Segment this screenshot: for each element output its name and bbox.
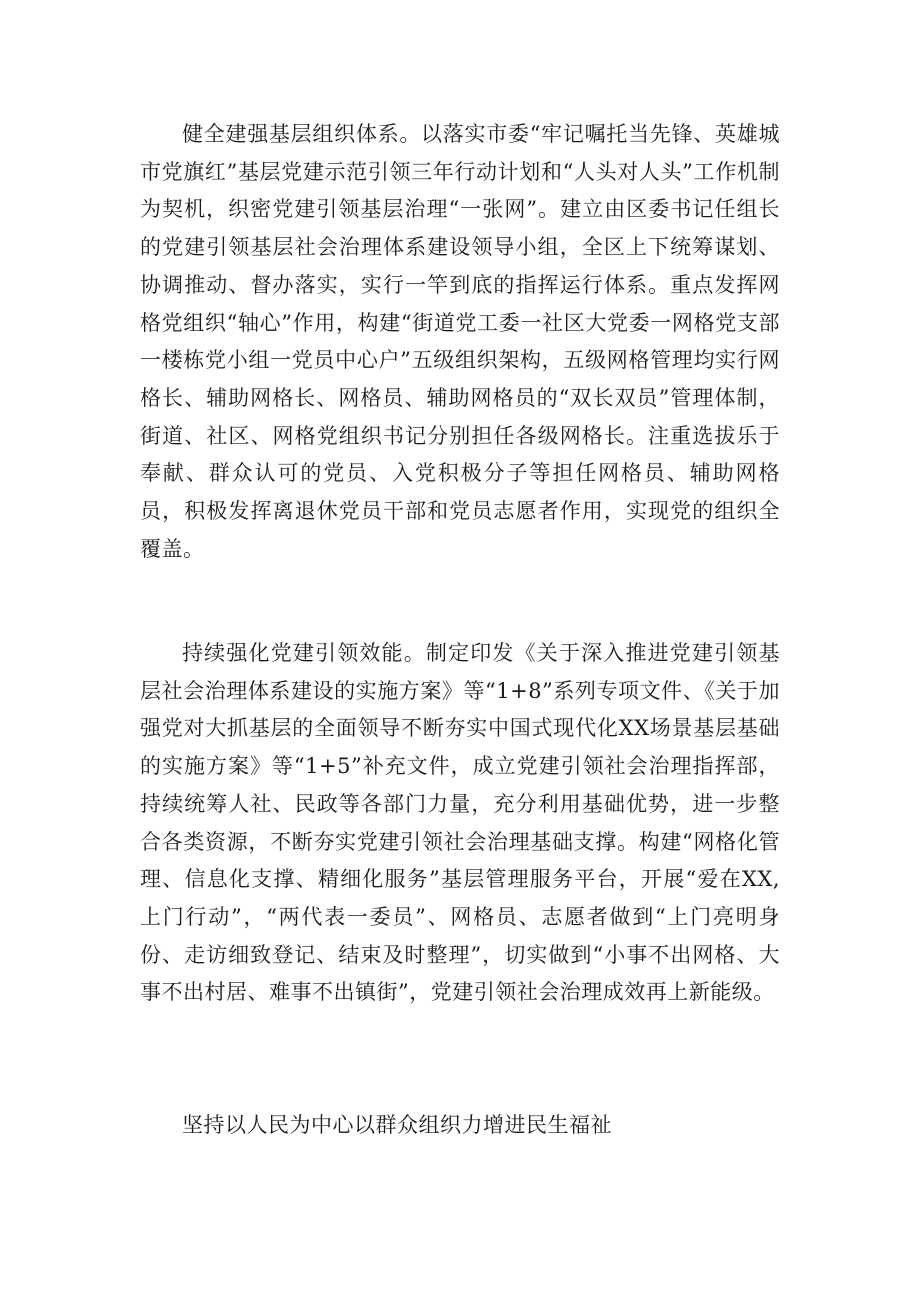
paragraph-organization-system: 健全建强基层组织体系。以落实市委“牢记嘱托当先锋、英雄城市党旗红”基层党建示范引领三年行动计划和“人头对人头”工作机制为契机，织密党建引领基层治理“一张网”。建立由区委书记任组长的党建引领基层社会治理体系建设领导小组，全区上下统筹谋划、协调推动、督办落实，实行一竿到底的指挥运行体系。重点发挥网格党组织“轴心”作用，构建“街道党工委一社区大党委一网格党支部一楼栋党小组一党员中心户”五级组织架构，五级网格管理均实行网格长、辅助网格长、网格员、辅助网格员的“双长双员”管理体制，街道、社区、网格党组织书记分别担任各级网格长。注重选拔乐于奉献、群众认可的党员、入党积极分子等担任网格员、辅助网格员，积极发挥离退休党员干部和党员志愿者作用，实现党的组织全覆盖。 bbox=[140, 122, 780, 561]
paragraph-people-centered-heading: 坚持以人民为中心以群众组织力增进民生福祉 bbox=[182, 1113, 612, 1137]
paragraph-party-building-efficacy: 持续强化党建引领效能。制定印发《关于深入推进党建引领基层社会治理体系建设的实施方案》等“1+8”系列专项文件、《关于加强党对大抓基层的全面领导不断夯实中国式现代化XX场景基层基础的实施方案》等“1+5”补充文件，成立党建引领社会治理指挥部，持续统筹人社、民政等各部门力量，充分利用基础优势，进一步整合各类资源，不断夯实党建引领社会治理基础支撑。构建“网格化管理、信息化支撑、精细化服务”基层管理服务平台，开展“爱在XX,上门行动”，“两代表一委员”、网格员、志愿者做到“上门亮明身份、走访细致登记、结束及时整理”，切实做到“小事不出网格、大事不出村居、难事不出镇街”，党建引领社会治理成效再上新能级。 bbox=[140, 641, 780, 1005]
